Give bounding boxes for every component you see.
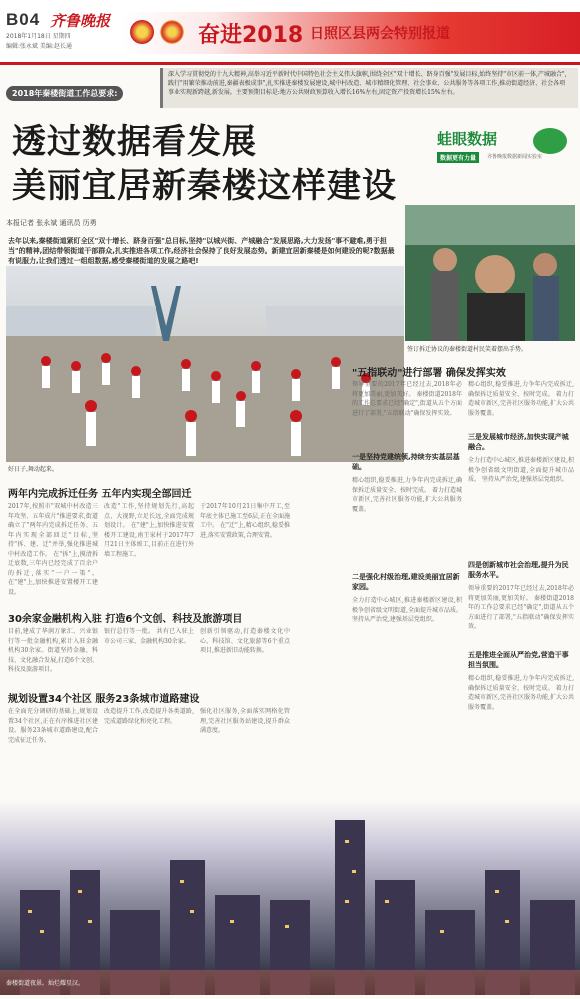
subhead-five-fingers: "五指联动"进行部署 确保发挥实效	[352, 368, 506, 379]
night-city-photo	[0, 800, 580, 995]
community-text-1: 在全面充分调研的基础上,规划设置34个社区,正在有序推进社区建设。服务23条城市道路建设,配合完成征迁任务。	[8, 708, 98, 744]
lead-paragraph: 去年以来,秦楼街道紧盯全区"双十增长、跻身百强"总目标,坚持"以城兴街、产城融合"发展思路,大力发扬"事不避难,勇于担当"的精神,团结带领街道干部群众,扎实推进各项工作,经济社会保持了良好发展态势。新建宜居新秦楼是如何建设的呢?数据最有说服力,让我们透过一组组数据,感受秦楼街道的发展之路吧!	[8, 237, 395, 265]
finance-text-1: 目前,建成了华润万象汇、兴业银行等一批金融机构,累计入驻金融机构30余家。街道坚持金融、科技、文化融合发展,打造6个文创、科技及旅游项目。	[8, 628, 98, 673]
subhead-finance: 30余家金融机构入驻 打造6个文创、科技及旅游项目	[8, 614, 243, 625]
dance-photo-caption: 好日子,舞动起来。	[8, 466, 58, 473]
national-emblem-icon	[130, 20, 154, 44]
cppcc-emblem-icon	[160, 20, 184, 44]
col3-text: 于2017年10月21日集中开工,至年底主体已施工至6层,正在全面施工中。 在"迁"上,精心组织,稳妥推进,落实安置政策,合理安置。	[200, 503, 290, 539]
col5-text: 精心组织,稳妥推进,力争年内完成拆迁,确保拆迁质量安全、按时完成。 着力打造城市新区,完善社区服务功能,扩大公共服务覆盖。	[468, 381, 574, 417]
villagers-photo-caption: 签订拆迁协议的秦楼街道村民笑着摆出手势。	[407, 346, 528, 353]
point-four: 四是创新城市社会治理,提升为民服务水平。	[468, 561, 569, 579]
section-tag: 2018年秦楼街道工作总要求:	[6, 86, 123, 101]
col2-text: 改造"工作,坚持规划先行,高起点、大视野,立足长远,全面完成规划设计。 在"建"上,加快推进安置楼开工建设,南王家村于2017年7月21日主体竣工,目前正在进行外墙工程施工。	[104, 503, 194, 558]
logo-tagline: 数据更有力量	[437, 152, 479, 163]
newspaper-name: 齐鲁晚报	[50, 12, 111, 30]
community-text-3: 强化社区服务,全面落实网格化管理,完善社区服务站建设,提升群众满意度。	[200, 708, 290, 734]
date-line: 2018年1月18日 星期四	[6, 33, 71, 40]
point-five: 五是推进全面从严治党,营造干事担当氛围。	[468, 651, 569, 669]
logo-sub: 齐鲁晚报数据新闻实验室	[487, 154, 543, 160]
point-one: 一是坚持党建统领,持续夯实基层基础。	[352, 453, 460, 471]
col5-end: 精心组织,稳妥推进,力争年内完成拆迁,确保拆迁质量安全、按时完成。 着力打造城市新区,完善社区服务功能,扩大公共服务覆盖。	[468, 675, 574, 711]
col5-more: 全力打造中心城区,推进秦楼新区建设,积极争创省级文明街道,全面提升城市品质。 坚持从严治党,建强基层党组织。	[468, 457, 574, 483]
finance-text-2: 银行总行等一批。 共有已入驻上市公司三家、金融机构30余家。	[104, 628, 194, 645]
editor-line: 编辑:张永斌 美编:赵长通	[6, 43, 72, 50]
frog-icon	[533, 128, 567, 154]
villagers-photo	[405, 205, 575, 341]
logo-name: 蛙眼数据	[437, 130, 498, 148]
community-text-2: 改造提升工作,改造提升各类道路,完成道路绿化和亮化工程。	[104, 708, 194, 725]
page-number: B04	[6, 10, 41, 29]
point-two: 二是强化村级治理,建设美丽宜居新家园。	[352, 573, 460, 591]
goals-text: 深入学习贯彻党的十九大精神,高举习近平新时代中国特色社会主义伟大旗帜,围绕全区"双十增长、跻身百强"发展目标,始终坚持"市区前一体,产城融合",践行"用繁荣推动前进,秦疆表极成事",扎实推进秦楼发展建设,城中村改造、城市精细化管理、社会事业、公共服务等各项工作,推动街道经济、社会各项事业实现新跨越,新发展。主要预期目标是:地方公共财政预算收入增长16%左右,固定资产投资增长15%左右。	[168, 71, 567, 96]
point-three: 三是发展城市经济,加快实现产城融合。	[468, 433, 569, 451]
banner-subtitle: 日照区县两会特别报道	[310, 26, 450, 42]
banner-main-title: 奋进2018	[198, 23, 304, 48]
wayan-data-logo	[437, 128, 573, 176]
subhead-community: 规划设置34个社区 服务23条城市道路建设	[8, 694, 200, 705]
col4-more: 精心组织,稳妥推进,力争年内完成拆迁,确保拆迁质量安全、按时完成。 着力打造城市新区,完善社区服务功能,扩大公共服务覆盖。	[352, 477, 462, 513]
finance-text-3: 创新引领驱动,打造秦楼文化中心、科技馆、文化旅游等6个重点项目,推进新旧动能转换。	[200, 628, 290, 654]
col1-text: 2017年,按照市"双城中村改造三年攻坚、五年成片"推进要求,街道确立了"两年内完成拆迁任务、五年内实现全部回迁"目标,坚持"拆、建、迁"并举,强化推进城中村改造工作。 在"拆"上,摸清拆迁底数,三年内已经完成了百余户的拆迁,落实"一户一策"。 在"建"上,加快推进安置楼开工建设。	[8, 503, 98, 596]
headline-line-2: 美丽宜居新秦楼这样建设	[12, 166, 397, 206]
byline: 本报记者 张永斌 通讯员 历勇	[6, 219, 97, 227]
dance-photo	[6, 266, 404, 462]
subhead-demolition: 两年内完成拆迁任务 五年内实现全部回迁	[8, 489, 192, 500]
col5-tail: 领导重要的2017年已经过去,2018年必将更加美丽,更加美好。 秦楼街道2018年的工作总要求已经"确定",街道从五个方面进行了部署,"五指联动"确保发挥实效。	[468, 585, 574, 630]
headline	[12, 120, 397, 208]
header-divider	[0, 62, 580, 65]
night-photo-caption: 秦楼街道夜景。灿烂耀星汉。	[6, 980, 85, 987]
col4-text: 领导重要的2017年已经过去,2018年必将更加美丽,更加美好。 秦楼街道2018年的工作总要求已经"确定",街道从五个方面进行了部署,"五指联动"确保发挥实效。	[352, 381, 462, 417]
col4-tail: 全力打造中心城区,推进秦楼新区建设,积极争创省级文明街道,全面提升城市品质。 坚持从严治党,建强基层党组织。	[352, 597, 462, 623]
headline-line-1: 透过数据看发展	[12, 122, 257, 162]
